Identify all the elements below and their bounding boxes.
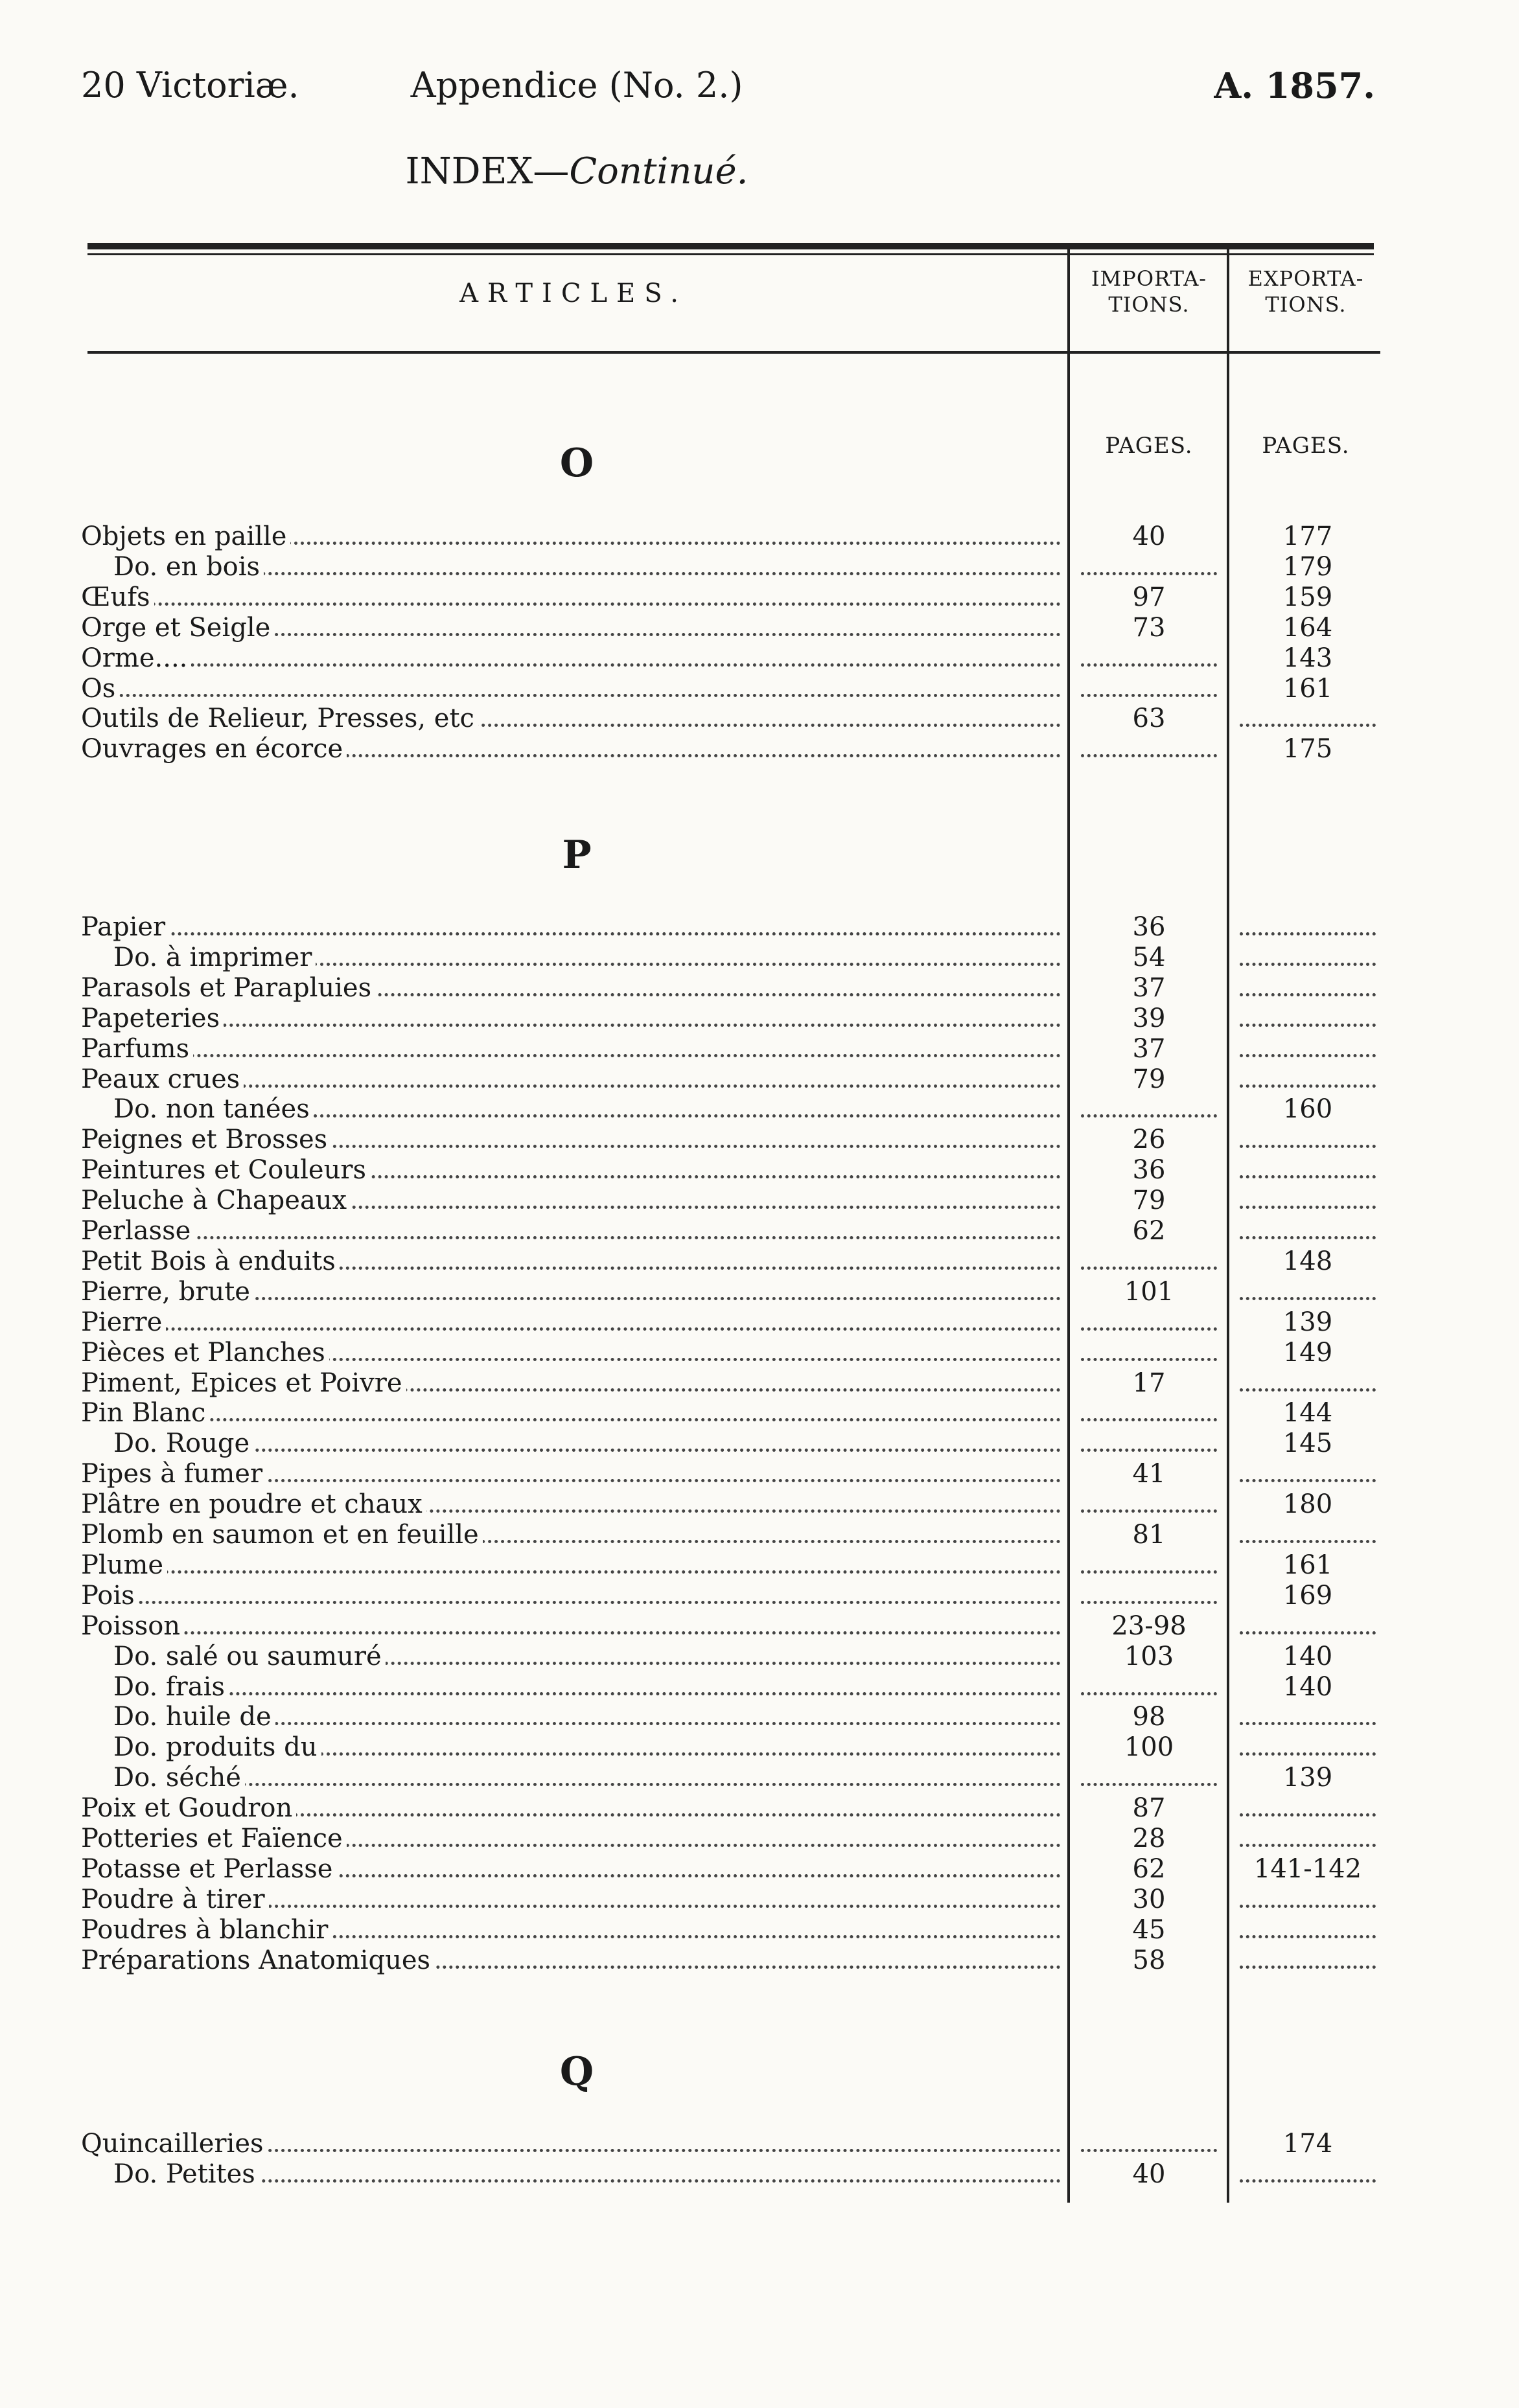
index-row [0, 1732, 1519, 1763]
section-letter-o: O [559, 441, 594, 486]
exportations-page [1235, 1003, 1381, 1034]
entry-label [113, 1642, 1066, 1672]
entry-label-text: Peluche à Chapeaux [81, 1186, 351, 1215]
importations-header-line-2: TIONS. [1108, 292, 1190, 317]
entry-label [81, 674, 1066, 704]
index-row [0, 1125, 1519, 1155]
entry-label [81, 1854, 1066, 1885]
index-row [0, 1246, 1519, 1277]
exportations-page [1235, 1611, 1381, 1642]
index-row [0, 1702, 1519, 1732]
importations-page: 101 [1124, 1276, 1174, 1307]
entry-label [81, 1581, 1066, 1611]
entry-label-text: Do. produits du [113, 1732, 321, 1762]
exportations-page: 149 [1282, 1337, 1333, 1368]
entry-label [81, 1277, 1066, 1307]
entry-label-text: Piment, Epices et Poivre [81, 1368, 406, 1398]
entry-label [81, 613, 1066, 643]
entry-label [81, 1459, 1066, 1489]
importations-page: 79 [1132, 1186, 1166, 1216]
entry-label [81, 522, 1066, 552]
entry-label [81, 1611, 1066, 1642]
entry-label [113, 943, 1066, 973]
entry-label-text: Quincailleries [81, 2129, 268, 2159]
running-head-center: Appendice (No. 2.) [410, 65, 743, 106]
entry-label [81, 1793, 1066, 1824]
entry-label-text: Préparations Anatomiques [81, 1945, 434, 1975]
exportations-page [1235, 1885, 1381, 1915]
entry-label-text: Do. à imprimer [113, 943, 316, 972]
exportations-page: 177 [1282, 522, 1333, 551]
index-row [0, 1550, 1519, 1581]
importations-page [1076, 1550, 1222, 1581]
importations-page: 36 [1132, 1155, 1166, 1186]
index-row [0, 1672, 1519, 1703]
index-row [0, 1763, 1519, 1793]
importations-page: 62 [1132, 1216, 1166, 1246]
entry-label [81, 1489, 1066, 1520]
entry-label [81, 1368, 1066, 1399]
exportations-page [1235, 1216, 1381, 1246]
entry-label [81, 912, 1066, 943]
index-row [0, 943, 1519, 973]
running-head-left: 20 Victoriæ. [81, 65, 299, 106]
articles-column-header: ARTICLES. [459, 279, 688, 308]
importations-page [1076, 734, 1222, 764]
exportations-page [1235, 973, 1381, 1003]
importations-page: 58 [1132, 1945, 1166, 1975]
index-row [0, 912, 1519, 943]
importations-pages-label: PAGES. [1105, 433, 1193, 459]
index-row [0, 1034, 1519, 1064]
entry-label-text: Pipes à fumer [81, 1459, 266, 1489]
entry-label-text: Orge et Seigle [81, 613, 274, 643]
index-row [0, 1459, 1519, 1489]
entry-label-text: Parfums [81, 1034, 193, 1064]
entry-label-text: Orme.... [81, 643, 191, 673]
importations-page: 23-98 [1111, 1611, 1187, 1641]
entry-label [113, 1672, 1066, 1703]
importations-page: 62 [1132, 1853, 1166, 1884]
index-row [0, 1155, 1519, 1186]
exportations-page: 159 [1282, 582, 1333, 612]
index-row [0, 1824, 1519, 1854]
importations-page: 28 [1132, 1824, 1166, 1853]
index-row [0, 1003, 1519, 1034]
entry-label-text: Peignes et Brosses [81, 1125, 331, 1154]
entry-label-text: Objets en paille [81, 522, 290, 551]
exportations-page: 139 [1282, 1307, 1333, 1337]
index-row [0, 1854, 1519, 1885]
entry-label-text: Outils de Relieur, Presses, etc [81, 704, 478, 733]
importations-page: 30 [1132, 1884, 1166, 1914]
entry-label-text: Parasols et Parapluies [81, 973, 375, 1003]
entry-label [81, 1824, 1066, 1854]
importations-page: 54 [1132, 942, 1166, 972]
index-row [0, 1642, 1519, 1672]
importations-page: 98 [1132, 1702, 1166, 1732]
index-row [0, 1520, 1519, 1550]
importations-page [1076, 552, 1222, 582]
index-row [0, 1094, 1519, 1125]
entry-label [81, 1186, 1066, 1216]
entry-label-text: Œufs [81, 582, 154, 612]
importations-page [1076, 1581, 1222, 1611]
index-row [0, 734, 1519, 764]
entry-label [81, 1885, 1066, 1915]
entry-label-text: Do. huile de [113, 1702, 275, 1732]
section-letter-q: Q [559, 2049, 594, 2094]
importations-page: 40 [1132, 2159, 1166, 2189]
entry-label-text: Ouvrages en écorce [81, 734, 347, 764]
importations-page [1076, 1763, 1222, 1793]
index-row [0, 1885, 1519, 1915]
exportations-page: 175 [1282, 734, 1333, 764]
entry-label [113, 2159, 1066, 2190]
importations-page [1076, 2129, 1222, 2159]
entry-label [113, 1702, 1066, 1732]
running-head-right: A. 1857. [1214, 65, 1375, 106]
entry-label-text: Petit Bois à enduits [81, 1246, 340, 1276]
entry-label [81, 1064, 1066, 1095]
exportations-pages-label: PAGES. [1262, 433, 1350, 459]
entry-label-text: Poudre à tirer [81, 1885, 269, 1914]
header-bottom-rule [87, 351, 1380, 354]
exportations-page: 179 [1282, 551, 1333, 582]
importations-page [1076, 1398, 1222, 1428]
exportations-page [1235, 1732, 1381, 1763]
importations-page [1076, 1428, 1222, 1459]
index-row [0, 552, 1519, 582]
entry-label-text: Do. séché [113, 1763, 245, 1793]
exportations-page [1235, 1915, 1381, 1945]
importations-page: 40 [1132, 522, 1166, 551]
entry-label-text: Potteries et Faïence [81, 1824, 347, 1853]
exportations-column-header [1231, 266, 1380, 317]
importations-page: 26 [1132, 1125, 1166, 1155]
page-title [0, 150, 1154, 192]
entry-label-text: Potasse et Perlasse [81, 1854, 336, 1884]
entry-label [113, 1428, 1066, 1459]
exportations-page [1235, 1064, 1381, 1095]
exportations-page [1235, 1034, 1381, 1064]
entry-label [81, 1307, 1066, 1338]
importations-page [1076, 643, 1222, 674]
exportations-page [1235, 1520, 1381, 1550]
entry-label-text: Perlasse [81, 1216, 194, 1246]
index-row [0, 522, 1519, 552]
entry-label [81, 1915, 1066, 1945]
importations-page: 81 [1132, 1520, 1166, 1550]
index-row [0, 1338, 1519, 1368]
importations-page [1076, 1489, 1222, 1520]
exportations-page [1235, 1368, 1381, 1399]
entry-label-text: Plume [81, 1550, 167, 1580]
entry-label-text: Pin Blanc [81, 1398, 209, 1428]
exportations-page [1235, 2159, 1381, 2190]
exportations-page: 164 [1282, 612, 1333, 643]
index-row [0, 1945, 1519, 1976]
entry-label-text: Pois [81, 1581, 139, 1611]
exportations-page: 161 [1282, 673, 1333, 704]
entry-label [81, 704, 1066, 734]
exportations-page: 145 [1282, 1428, 1333, 1459]
exportations-page [1235, 1824, 1381, 1854]
exportations-page: 180 [1282, 1489, 1333, 1520]
importations-page: 37 [1132, 1033, 1166, 1064]
importations-page [1076, 1246, 1222, 1277]
entry-label [81, 1550, 1066, 1581]
importations-page [1076, 1338, 1222, 1368]
entry-label-text: Do. en bois [113, 552, 264, 582]
entry-label-text: Pierre, brute [81, 1277, 254, 1307]
entry-label [81, 973, 1066, 1003]
index-row [0, 1398, 1519, 1428]
importations-page: 87 [1132, 1793, 1166, 1824]
exportations-page: 160 [1282, 1094, 1333, 1125]
exportations-header-line-1: EXPORTA- [1247, 266, 1364, 291]
index-row [0, 704, 1519, 734]
entry-label [113, 1763, 1066, 1793]
exportations-page: 141-142 [1253, 1853, 1362, 1884]
importations-page: 17 [1132, 1368, 1166, 1398]
entry-label-text: Do. non tanées [113, 1094, 314, 1124]
index-row [0, 1186, 1519, 1216]
entry-label [81, 1003, 1066, 1034]
importations-page: 36 [1132, 912, 1166, 942]
index-row [0, 1611, 1519, 1642]
index-row [0, 1277, 1519, 1307]
index-row [0, 1581, 1519, 1611]
importations-page: 41 [1132, 1459, 1166, 1489]
title-continued: Continué. [569, 150, 748, 192]
exportations-page [1235, 1277, 1381, 1307]
entry-label [81, 734, 1066, 764]
entry-label [81, 1945, 1066, 1976]
entry-label-text: Do. frais [113, 1672, 229, 1702]
entry-label-text: Do. Petites [113, 2159, 259, 2189]
entry-label [81, 1520, 1066, 1550]
index-row [0, 1216, 1519, 1246]
entry-label [81, 1216, 1066, 1246]
exportations-page: 174 [1282, 2129, 1333, 2159]
importations-page: 37 [1132, 972, 1166, 1003]
index-row [0, 674, 1519, 704]
entry-label-text: Poix et Goudron [81, 1793, 296, 1823]
entry-label [81, 1338, 1066, 1368]
entry-label-text: Pièces et Planches [81, 1338, 329, 1368]
importations-page: 45 [1132, 1914, 1166, 1945]
importations-page: 63 [1132, 704, 1166, 734]
exportations-page [1235, 912, 1381, 943]
entry-label [113, 1094, 1066, 1125]
entry-label-text: Do. salé ou saumuré [113, 1642, 386, 1671]
exportations-page: 144 [1282, 1398, 1333, 1428]
exportations-page [1235, 1702, 1381, 1732]
entry-label [81, 2129, 1066, 2159]
importations-page: 103 [1124, 1641, 1174, 1671]
index-row [0, 2129, 1519, 2159]
index-row [0, 2159, 1519, 2190]
index-row [0, 1489, 1519, 1520]
index-row [0, 1307, 1519, 1338]
index-row [0, 1793, 1519, 1824]
entry-label-text: Os [81, 674, 119, 704]
exportations-page [1235, 1945, 1381, 1976]
importations-header-line-1: IMPORTA- [1091, 266, 1207, 291]
index-row [0, 1064, 1519, 1095]
entry-label-text: Peaux crues [81, 1064, 244, 1094]
entry-label-text: Pierre [81, 1307, 166, 1337]
entry-label [81, 1034, 1066, 1064]
top-thin-rule [87, 253, 1374, 255]
entry-label-text: Peintures et Couleurs [81, 1155, 370, 1185]
importations-page: 39 [1132, 1003, 1166, 1033]
index-row [0, 973, 1519, 1003]
title-main: INDEX— [405, 150, 570, 192]
index-row [0, 582, 1519, 613]
entry-label [81, 1125, 1066, 1155]
importations-page: 79 [1132, 1064, 1166, 1094]
entry-label [81, 582, 1066, 613]
exportations-page: 140 [1282, 1641, 1333, 1671]
exportations-page: 139 [1282, 1763, 1333, 1793]
importations-column-header [1073, 266, 1225, 317]
importations-page: 97 [1132, 582, 1166, 612]
exportations-header-line-2: TIONS. [1265, 292, 1347, 317]
exportations-page [1235, 1793, 1381, 1824]
exportations-page: 143 [1282, 643, 1333, 673]
entry-label-text: Papier [81, 912, 169, 942]
importations-page: 73 [1132, 612, 1166, 643]
exportations-page: 140 [1282, 1671, 1333, 1702]
entry-label [81, 1155, 1066, 1186]
entry-label-text: Plomb en saumon et en feuille [81, 1520, 483, 1550]
entry-label-text: Do. Rouge [113, 1428, 253, 1458]
index-row [0, 1368, 1519, 1399]
entry-label-text: Poisson [81, 1611, 184, 1641]
importations-page: 100 [1124, 1732, 1174, 1763]
entry-label-text: Poudres à blanchir [81, 1915, 332, 1945]
top-thick-rule [87, 243, 1374, 249]
importations-page [1076, 1094, 1222, 1125]
entry-label [81, 643, 1066, 674]
entry-label-text: Papeteries [81, 1003, 224, 1033]
section-letter-p: P [562, 832, 592, 878]
exportations-page [1235, 1125, 1381, 1155]
exportations-page: 169 [1282, 1580, 1333, 1611]
index-row [0, 1428, 1519, 1459]
index-row [0, 1915, 1519, 1945]
importations-page [1076, 1307, 1222, 1338]
exportations-page [1235, 1459, 1381, 1489]
entry-label [81, 1398, 1066, 1428]
exportations-page [1235, 1155, 1381, 1186]
index-row [0, 643, 1519, 674]
exportations-page [1235, 943, 1381, 973]
index-row [0, 613, 1519, 643]
entry-label [113, 552, 1066, 582]
exportations-page: 161 [1282, 1550, 1333, 1580]
importations-page [1076, 674, 1222, 704]
entry-label-text: Plâtre en poudre et chaux [81, 1489, 426, 1519]
entry-label [113, 1732, 1066, 1763]
exportations-page [1235, 1186, 1381, 1216]
exportations-page: 148 [1282, 1246, 1333, 1276]
exportations-page [1235, 704, 1381, 734]
entry-label [81, 1246, 1066, 1277]
importations-page [1076, 1672, 1222, 1703]
